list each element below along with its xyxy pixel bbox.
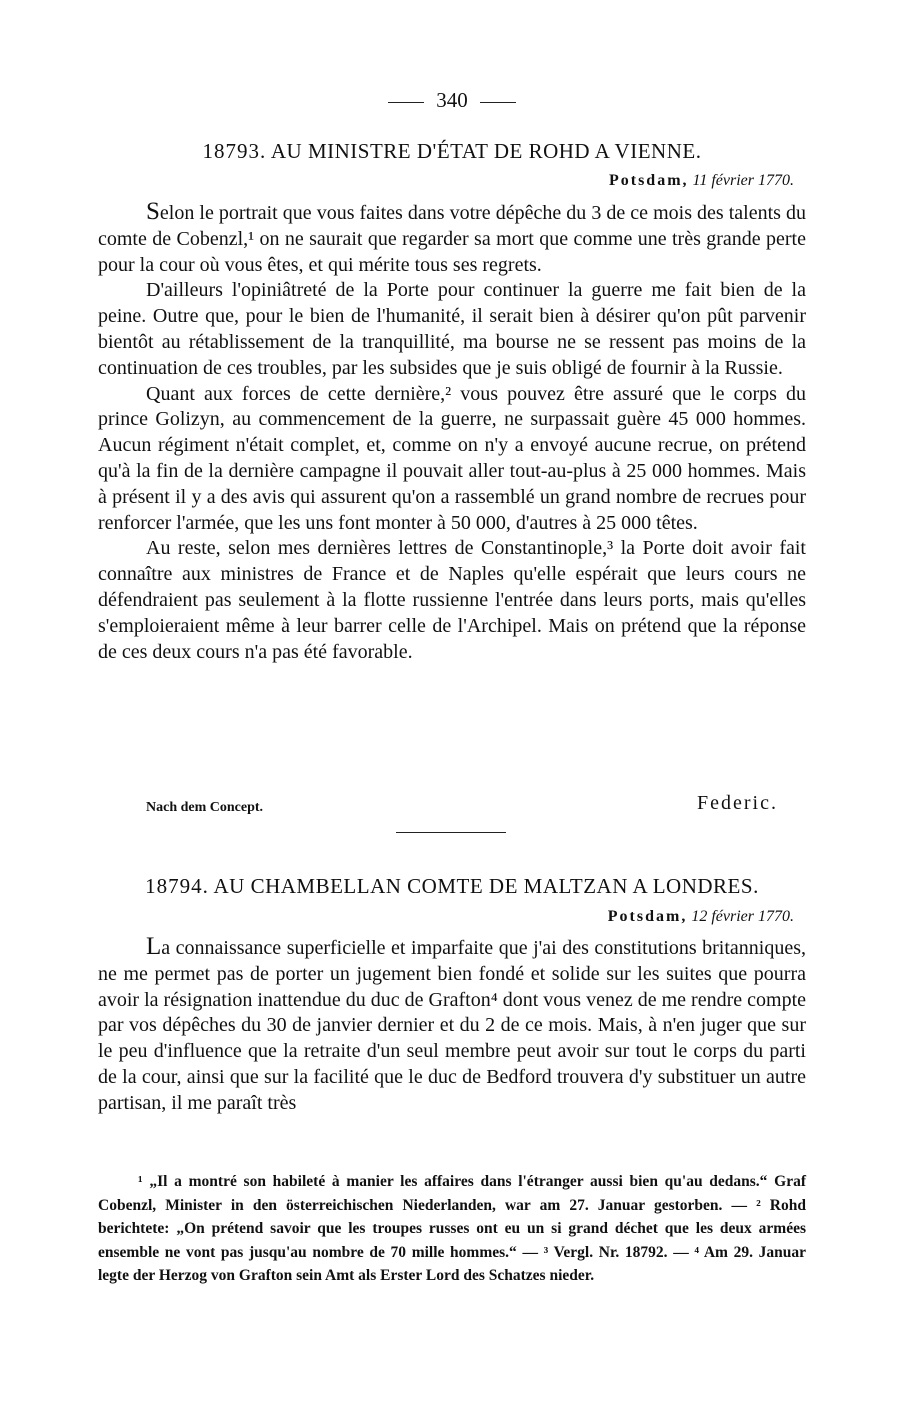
letter-1-number: 18793.	[202, 139, 267, 163]
concept-note: Nach dem Concept.	[146, 800, 264, 815]
page-number-text: 340	[436, 88, 468, 112]
letter-1-paragraph	[98, 199, 806, 278]
page-number-dash-right	[480, 102, 516, 103]
letter-2-place: Potsdam,	[607, 908, 688, 925]
letter-1-paragraph: D'ailleurs l'opiniâtreté de la Porte pour continuer la guerre me fait bien de la peine. Outre que, pour le bien de l'humanité, il serait bien à désirer qu'on pût parvenir bientôt au rétablissement de la tranquillité, ma bourse ne se ressent pas moins de la continuation de ces troubles, par les subsides que je suis obligé de fournir à la Russie.	[98, 279, 806, 379]
letter-1-dateline	[609, 172, 794, 190]
letter-1-dropcap: S	[146, 198, 160, 225]
letter-2-dateline	[608, 908, 794, 926]
signature: Federic.	[697, 792, 778, 814]
letter-2-body	[98, 934, 806, 1117]
letter-2-date: 12 février 1770.	[691, 908, 794, 925]
letter-1-title: AU MINISTRE D'ÉTAT DE ROHD A VIENNE.	[270, 139, 702, 163]
letter-1-date: 11 février 1770.	[692, 172, 794, 189]
letter-1-paragraph: Quant aux forces de cette dernière,² vous pouvez être assuré que le corps du prince Golizyn, au commencement de la guerre, ne surpassait guère 45 000 hommes. Aucun régiment n'était complet, et, comme on n'y a envoyé aucune recrue, on prétend qu'à la fin de la dernière campagne il pouvait aller tout-au-plus à 25 000 hommes. Mais à présent il y a des avis qui assurent qu'on a rassemblé un grand nombre de recrues pour renforcer l'armée, que les uns font monter à 50 000, d'autres à 25 000 têtes.	[98, 382, 806, 534]
page-number-dash-left	[388, 102, 424, 103]
letter-1-body	[98, 199, 806, 665]
letter-1-place: Potsdam,	[608, 172, 689, 189]
letter-1-paragraph-1-text: elon le portrait que vous faites dans votre dépêche du 3 de ce mois des talents du comte de Cobenzl,¹ on ne saurait que regarder sa mort que comme une très grande perte pour la cour où vous êtes, et qui mérite tous ses regrets.	[98, 202, 806, 276]
letter-2-heading	[98, 874, 806, 899]
footnotes-text: ¹ „Il a montré son habileté à manier les affaires dans l'étranger aussi bien qu'au dedans.“ Graf Cobenzl, Minister in den österreichischen Niederlanden, war am 27. Januar gestorben. — ² Rohd berichtete: „On prétend savoir que les troupes russes ont eu un si grand déchet que les deux armées ensemble ne vont pas jusqu'au nombre de 70 mille hommes.“ — ³ Vergl. Nr. 18792. — ⁴ Am 29. Januar legte der Herzog von Grafton sein Amt als Erster Lord des Schatzes nieder.	[98, 1173, 806, 1285]
letter-1-paragraph: Au reste, selon mes dernières lettres de Constantinople,³ la Porte doit avoir fait connaître aux ministres de France et de Naples qu'elle espérait que leurs cours ne défendraient pas seulement à la flotte russienne l'entrée dans leurs ports, mais qu'elles s'emploieraient même à leur barrer celle de l'Archipel. Mais on prétend que la réponse de ces deux cours n'a pas été favorable.	[98, 537, 806, 663]
section-divider	[396, 832, 506, 833]
page-number	[98, 88, 806, 113]
letter-2-dropcap: L	[146, 933, 162, 960]
footnotes	[98, 1170, 806, 1288]
letter-2-title: AU CHAMBELLAN COMTE DE MALTZAN A LONDRES.	[213, 874, 759, 898]
letter-2-number: 18794.	[145, 874, 209, 898]
letter-2-paragraph-1-text: a connaissance superficielle et imparfaite que j'ai des constitutions britanniques, ne me permet pas de porter un jugement bien fondé et solide sur les suites que pourra avoir la résignation inattendue du duc de Grafton⁴ dont vous venez de me rendre compte par vos dépêches du 30 de janvier dernier et du 2 de ce mois. Mais, à n'en juger que sur le peu d'influence que la retraite d'un seul membre peut avoir sur tout le corps du parti de la cour, ainsi que sur la facilité que le duc de Bedford trouvera d'y substituer un autre partisan, il me paraît très	[98, 937, 806, 1114]
letter-1-heading	[98, 139, 806, 164]
letter-2-paragraph	[98, 934, 806, 1117]
